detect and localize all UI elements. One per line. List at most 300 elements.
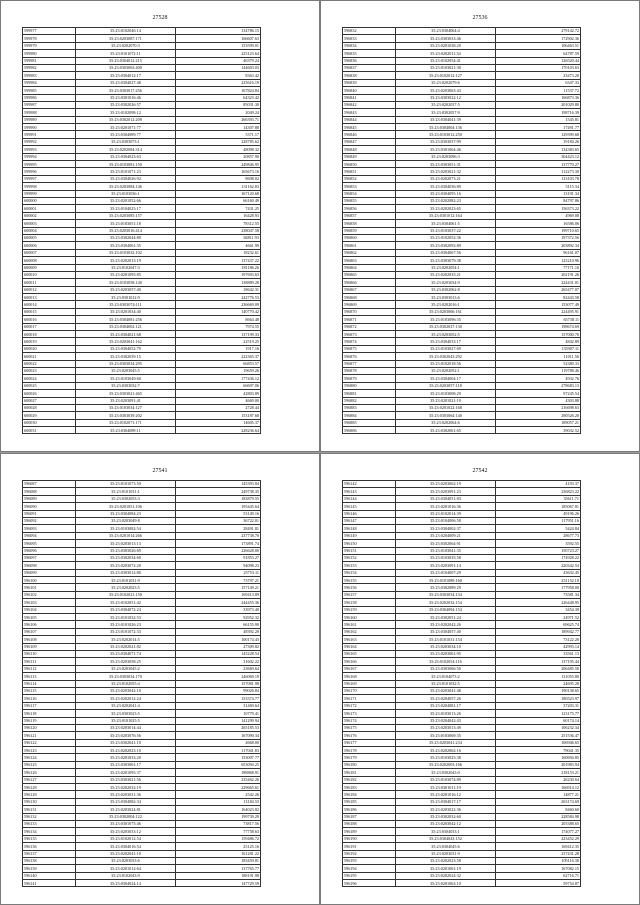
value-cell: 85031.30: [175, 101, 260, 108]
table-row: [343, 367, 581, 374]
table-row: [23, 72, 261, 79]
value-cell: 73817.56: [175, 820, 260, 827]
cadastral-number-cell: 35:23:0304024:14: [76, 880, 175, 887]
row-number-cell: 599983: [23, 72, 76, 79]
value-cell: 73581.34: [495, 591, 580, 598]
table-row: [23, 761, 261, 768]
cadastral-number-cell: 35:23:0302012:209: [76, 116, 175, 123]
table-row: [343, 94, 581, 101]
cadastral-number-cell: 35:23:0102047:3: [76, 264, 175, 271]
cadastral-number-cell: 35:23:0202024:32: [396, 872, 495, 879]
table-row: [23, 813, 261, 820]
row-number-cell: 596179: [343, 754, 396, 761]
value-cell: 166873.36: [495, 94, 580, 101]
row-number-cell: 600017: [23, 323, 76, 330]
cadastral-number-cell: 35:23:0304033:17: [396, 338, 495, 345]
row-number-cell: 596112: [23, 665, 76, 672]
cadastral-number-cell: 35:23:0302092:89: [396, 242, 495, 249]
value-cell: 33973.40: [175, 606, 260, 613]
cadastral-number-cell: 35:23:0102014:39: [396, 510, 495, 517]
row-number-cell: 596186: [343, 806, 396, 813]
cadastral-number-cell: 35:23:0303073:1: [76, 138, 175, 145]
cadastral-number-cell: 35:23:0102054:116: [396, 658, 495, 665]
cadastral-number-cell: 35:23:0203033:12: [76, 828, 175, 835]
table-row: [343, 577, 581, 584]
document-page-2: [320, 0, 640, 452]
value-cell: 4303.88: [495, 397, 580, 404]
value-cell: 23669.64: [175, 665, 260, 672]
table-row: [343, 146, 581, 153]
value-cell: 14877.21: [495, 791, 580, 798]
row-number-cell: 600003: [23, 220, 76, 227]
value-cell: 42993.14: [495, 643, 580, 650]
row-number-cell: 596861: [343, 242, 396, 249]
value-cell: 82443.58: [495, 294, 580, 301]
value-cell: 263174.69: [495, 798, 580, 805]
row-number-cell: 596865: [343, 271, 396, 278]
row-number-cell: 596171: [343, 695, 396, 702]
cadastral-number-cell: 35:23:0102043:9: [76, 872, 175, 879]
value-cell: 52380.33: [495, 360, 580, 367]
table-row: [343, 427, 581, 434]
table-row: [343, 279, 581, 286]
cadastral-number-cell: 35:23:0102046:14: [76, 28, 175, 35]
row-number-cell: 600004: [23, 227, 76, 234]
cadastral-number-cell: 35:23:0302043:292: [396, 353, 495, 360]
cadastral-number-cell: 35:23:0203049:8: [76, 517, 175, 524]
table-row: [343, 35, 581, 42]
table-row: [343, 857, 581, 864]
value-cell: 5115.34: [495, 183, 580, 190]
row-number-cell: 596883: [343, 404, 396, 411]
cadastral-number-cell: 35:23:0303033:46: [396, 35, 495, 42]
value-cell: 226628.00: [175, 547, 260, 554]
table-row: [343, 754, 581, 761]
row-number-cell: 596838: [343, 72, 396, 79]
table-row: [343, 360, 581, 367]
value-cell: 18642.31: [175, 286, 260, 293]
value-cell: 189057.21: [495, 419, 580, 426]
value-cell: 201029.80: [495, 101, 580, 108]
table-row: [343, 835, 581, 842]
value-cell: 8698.02: [175, 175, 260, 182]
row-number-cell: 596188: [343, 820, 396, 827]
cadastral-number-cell: 35:23:0102051:42: [76, 599, 175, 606]
table-row: [343, 532, 581, 539]
table-row: [23, 488, 261, 495]
row-number-cell: 596160: [343, 614, 396, 621]
cadastral-number-cell: 35:23:0304002:121: [76, 323, 175, 330]
row-number-cell: 596111: [23, 658, 76, 665]
table-row: [343, 791, 581, 798]
table-row: [343, 784, 581, 791]
row-number-cell: 596185: [343, 798, 396, 805]
row-number-cell: 600029: [23, 412, 76, 419]
cadastral-number-cell: 35:23:0201014:266: [76, 532, 175, 539]
cadastral-number-cell: 35:23:0303079:38: [396, 257, 495, 264]
table-row: [23, 79, 261, 86]
table-row: [23, 665, 261, 672]
value-cell: 228236.64: [175, 427, 260, 434]
row-number-cell: 600002: [23, 212, 76, 219]
value-cell: 126520.44: [495, 57, 580, 64]
cadastral-number-cell: 35:23:0202082:23: [396, 197, 495, 204]
table-row: [23, 687, 261, 694]
table-row: [343, 769, 581, 776]
row-number-cell: 596097: [23, 554, 76, 561]
cadastral-number-cell: 35:23:0102052:36: [396, 234, 495, 241]
table-row: [23, 835, 261, 842]
value-cell: 99026.84: [175, 687, 260, 694]
cadastral-number-cell: 35:23:0203031:36: [76, 791, 175, 798]
cadastral-number-cell: 35:23:0303013:6: [396, 294, 495, 301]
table-row: [343, 212, 581, 219]
cadastral-number-cell: 35:23:0102012:127: [396, 72, 495, 79]
cadastral-number-cell: 35:23:0203014:44: [76, 724, 175, 731]
cadastral-number-cell: 35:23:0304041:39: [396, 116, 495, 123]
value-cell: 48392.20: [175, 628, 260, 635]
value-cell: 157081.98: [175, 680, 260, 687]
value-cell: 266393.71: [175, 116, 260, 123]
row-number-cell: 600010: [23, 271, 76, 278]
row-number-cell: 596109: [23, 643, 76, 650]
table-row: [343, 190, 581, 197]
row-number-cell: 596122: [23, 739, 76, 746]
row-number-cell: 596117: [23, 702, 76, 709]
row-number-cell: 596866: [343, 279, 396, 286]
value-cell: 64787.59: [495, 50, 580, 57]
value-cell: 190138.65: [495, 687, 580, 694]
table-row: [23, 540, 261, 547]
row-number-cell: 596116: [23, 695, 76, 702]
table-row: [343, 220, 581, 227]
value-cell: 123175.77: [495, 710, 580, 717]
value-cell: 78312.55: [175, 220, 260, 227]
table-row: [23, 190, 261, 197]
value-cell: 53149.16: [175, 510, 260, 517]
value-cell: 10779.41: [175, 710, 260, 717]
row-number-cell: 600016: [23, 316, 76, 323]
row-number-cell: 599991: [23, 131, 76, 138]
row-number-cell: 600023: [23, 367, 76, 374]
cadastral-number-cell: 35:23:0204081:17: [396, 702, 495, 709]
row-number-cell: 596842: [343, 101, 396, 108]
table-row: [343, 227, 581, 234]
row-number-cell: 600007: [23, 249, 76, 256]
row-number-cell: 596194: [343, 865, 396, 872]
table-row: [343, 687, 581, 694]
table-row: [23, 116, 261, 123]
table-row: [343, 316, 581, 323]
cadastral-number-cell: 35:23:0102054:41: [396, 57, 495, 64]
table-row: [343, 353, 581, 360]
row-number-cell: 596180: [343, 761, 396, 768]
cadastral-table: [22, 27, 261, 434]
value-cell: 13184.53: [175, 798, 260, 805]
cadastral-number-cell: 35:23:0203057:118: [396, 382, 495, 389]
value-cell: 653094.25: [175, 761, 260, 768]
table-row: [343, 419, 581, 426]
row-number-cell: 596094: [23, 532, 76, 539]
table-row: [343, 621, 581, 628]
value-cell: 4932.76: [495, 375, 580, 382]
value-cell: 157149.21: [175, 584, 260, 591]
table-row: [343, 761, 581, 768]
table-row: [23, 234, 261, 241]
row-number-cell: 596141: [23, 880, 76, 887]
value-cell: 79041.35: [495, 747, 580, 754]
cadastral-number-cell: 35:23:0203084:146: [76, 183, 175, 190]
row-number-cell: 600026: [23, 390, 76, 397]
table-row: [343, 257, 581, 264]
row-number-cell: 596091: [23, 510, 76, 517]
cadastral-number-cell: 35:23:0103096:35: [396, 316, 495, 323]
row-number-cell: 599999: [23, 190, 76, 197]
cadastral-number-cell: 35:23:0303063:400: [76, 64, 175, 71]
value-cell: 20857.90: [175, 153, 260, 160]
table-row: [23, 606, 261, 613]
cadastral-number-cell: 35:23:0304064:4: [396, 28, 495, 35]
table-row: [343, 72, 581, 79]
cadastral-number-cell: 35:23:0202041:10: [76, 850, 175, 857]
value-cell: 161281.22: [175, 850, 260, 857]
row-number-cell: 596121: [23, 732, 76, 739]
table-row: [343, 390, 581, 397]
cadastral-number-cell: 35:23:0302062:8: [396, 286, 495, 293]
row-number-cell: 596191: [343, 843, 396, 850]
cadastral-number-cell: 35:23:0201052:66: [76, 197, 175, 204]
row-number-cell: 596132: [23, 813, 76, 820]
table-row: [343, 175, 581, 182]
row-number-cell: 596140: [23, 872, 76, 879]
value-cell: 144603.03: [175, 64, 260, 71]
table-row: [23, 673, 261, 680]
value-cell: 188868.91: [175, 769, 260, 776]
cadastral-number-cell: 35:23:0303051:31: [396, 161, 495, 168]
table-row: [343, 271, 581, 278]
cadastral-number-cell: 35:23:0201016:12: [396, 791, 495, 798]
cadastral-number-cell: 35:23:0202012:24: [76, 695, 175, 702]
row-number-cell: 599993: [23, 146, 76, 153]
row-number-cell: 596145: [343, 503, 396, 510]
cadastral-number-cell: 35:23:0102012:54: [76, 835, 175, 842]
row-number-cell: 596196: [343, 880, 396, 887]
table-row: [343, 658, 581, 665]
row-number-cell: 599977: [23, 28, 76, 35]
row-number-cell: 596100: [23, 577, 76, 584]
value-cell: 4193.37: [495, 481, 580, 488]
value-cell: 229665.61: [175, 784, 260, 791]
row-number-cell: 596134: [23, 828, 76, 835]
page-number: 27541: [152, 468, 168, 474]
table-row: [343, 724, 581, 731]
row-number-cell: 596170: [343, 687, 396, 694]
cadastral-number-cell: 35:23:0303022:12: [396, 94, 495, 101]
value-cell: 11537.72: [495, 87, 580, 94]
table-row: [23, 495, 261, 502]
value-cell: 25125.16: [175, 843, 260, 850]
value-cell: 5371.17: [175, 131, 260, 138]
value-cell: 237738.70: [175, 532, 260, 539]
value-cell: 77758.63: [175, 828, 260, 835]
table-row: [343, 614, 581, 621]
table-row: [23, 353, 261, 360]
cadastral-number-cell: 35:23:0203034:10: [396, 643, 495, 650]
table-row: [343, 323, 581, 330]
row-number-cell: 596131: [23, 806, 76, 813]
table-row: [23, 427, 261, 434]
row-number-cell: 600020: [23, 345, 76, 352]
table-row: [23, 360, 261, 367]
cadastral-number-cell: 35:23:0202052:1: [396, 367, 495, 374]
value-cell: 73122.20: [495, 636, 580, 643]
value-cell: 69625.74: [495, 621, 580, 628]
value-cell: 5424.84: [495, 525, 580, 532]
row-number-cell: 596108: [23, 636, 76, 643]
row-number-cell: 596151: [343, 547, 396, 554]
row-number-cell: 596110: [23, 650, 76, 657]
row-number-cell: 599980: [23, 50, 76, 57]
value-cell: 198716.39: [495, 109, 580, 116]
cadastral-number-cell: 35:23:0304012:17: [76, 72, 175, 79]
table-row: [23, 175, 261, 182]
value-cell: 265185.53: [175, 724, 260, 731]
cadastral-number-cell: 35:23:0202073:21: [396, 175, 495, 182]
cadastral-number-cell: 35:23:0304036:89: [396, 183, 495, 190]
cadastral-number-cell: 35:23:0201033:20: [76, 754, 175, 761]
table-row: [343, 628, 581, 635]
row-number-cell: 596832: [343, 28, 396, 35]
value-cell: 31469.64: [175, 702, 260, 709]
table-row: [23, 323, 261, 330]
value-cell: 2542.26: [175, 791, 260, 798]
value-cell: 199710.65: [495, 227, 580, 234]
row-number-cell: 596839: [343, 79, 396, 86]
row-number-cell: 596846: [343, 131, 396, 138]
cadastral-number-cell: 35:23:0303026:69: [76, 547, 175, 554]
cadastral-number-cell: 35:23:0103074:89: [396, 776, 495, 783]
cadastral-number-cell: 35:23:0301011:19: [396, 784, 495, 791]
table-row: [23, 404, 261, 411]
row-number-cell: 600009: [23, 264, 76, 271]
cadastral-number-cell: 35:23:0304089:11: [76, 427, 175, 434]
cadastral-number-cell: 35:23:0201071:77: [76, 124, 175, 131]
table-row: [343, 695, 581, 702]
value-cell: 206485.50: [495, 665, 580, 672]
table-row: [23, 138, 261, 145]
cadastral-number-cell: 35:23:0103058:140: [76, 279, 175, 286]
table-row: [23, 739, 261, 746]
table-row: [343, 308, 581, 315]
table-row: [343, 643, 581, 650]
row-number-cell: 596105: [23, 614, 76, 621]
table-row: [23, 345, 261, 352]
row-number-cell: 596868: [343, 294, 396, 301]
row-number-cell: 596136: [23, 843, 76, 850]
value-cell: 84811.93: [175, 234, 260, 241]
table-row: [343, 481, 581, 488]
row-number-cell: 600031: [23, 427, 76, 434]
value-cell: 170103.63: [495, 64, 580, 71]
cadastral-number-cell: 35:23:0303074:111: [76, 301, 175, 308]
table-row: [343, 525, 581, 532]
table-row: [343, 665, 581, 672]
row-number-cell: 596150: [343, 540, 396, 547]
value-cell: 173891.74: [175, 540, 260, 547]
row-number-cell: 596841: [343, 94, 396, 101]
table-row: [23, 161, 261, 168]
table-row: [23, 702, 261, 709]
cadastral-number-cell: 35:23:0103021:30: [396, 64, 495, 71]
cadastral-number-cell: 35:23:0201021:19: [396, 397, 495, 404]
row-number-cell: 596878: [343, 367, 396, 374]
cadastral-number-cell: 35:23:0202032:154: [396, 599, 495, 606]
cadastral-number-cell: 35:23:0203016:414: [76, 227, 175, 234]
cadastral-number-cell: 35:23:0103032:102: [76, 249, 175, 256]
table-row: [23, 109, 261, 116]
table-row: [343, 338, 581, 345]
table-row: [23, 569, 261, 576]
value-cell: 251536.47: [495, 732, 580, 739]
table-row: [343, 183, 581, 190]
row-number-cell: 596161: [343, 621, 396, 628]
table-row: [343, 710, 581, 717]
table-row: [343, 820, 581, 827]
row-number-cell: 600018: [23, 331, 76, 338]
cadastral-number-cell: 35:23:0303012:80: [76, 569, 175, 576]
value-cell: 177436.12: [175, 375, 260, 382]
row-number-cell: 596143: [343, 488, 396, 495]
cadastral-number-cell: 35:23:0304071:74: [76, 650, 175, 657]
value-cell: 224431.01: [495, 279, 580, 286]
table-row: [23, 220, 261, 227]
cadastral-number-cell: 35:23:0304052:79: [76, 345, 175, 352]
cadastral-number-cell: 35:23:0303066:50: [396, 665, 495, 672]
table-row: [343, 234, 581, 241]
value-cell: 106946.65: [495, 739, 580, 746]
cadastral-number-cell: 35:23:0203066:161: [396, 308, 495, 315]
row-number-cell: 596142: [343, 481, 396, 488]
row-number-cell: 596879: [343, 375, 396, 382]
row-number-cell: 600006: [23, 242, 76, 249]
table-row: [343, 249, 581, 256]
row-number-cell: 596882: [343, 397, 396, 404]
table-row: [343, 404, 581, 411]
row-number-cell: 596836: [343, 57, 396, 64]
table-row: [23, 643, 261, 650]
row-number-cell: 599998: [23, 183, 76, 190]
row-number-cell: 596848: [343, 146, 396, 153]
value-cell: 62716.71: [495, 872, 580, 879]
row-number-cell: 600027: [23, 397, 76, 404]
cadastral-number-cell: 35:23:0304061:35: [76, 242, 175, 249]
row-number-cell: 600012: [23, 286, 76, 293]
table-row: [23, 57, 261, 64]
row-number-cell: 596875: [343, 345, 396, 352]
row-number-cell: 596849: [343, 153, 396, 160]
row-number-cell: 596872: [343, 323, 396, 330]
table-row: [23, 131, 261, 138]
cadastral-number-cell: 35:23:0103082:54: [76, 525, 175, 532]
value-cell: 157000.70: [495, 331, 580, 338]
value-cell: 226448.95: [495, 599, 580, 606]
table-row: [23, 510, 261, 517]
table-row: [343, 116, 581, 123]
value-cell: 105116.30: [495, 857, 580, 864]
row-number-cell: 596874: [343, 338, 396, 345]
row-number-cell: 596120: [23, 724, 76, 731]
value-cell: 197693.63: [175, 271, 260, 278]
